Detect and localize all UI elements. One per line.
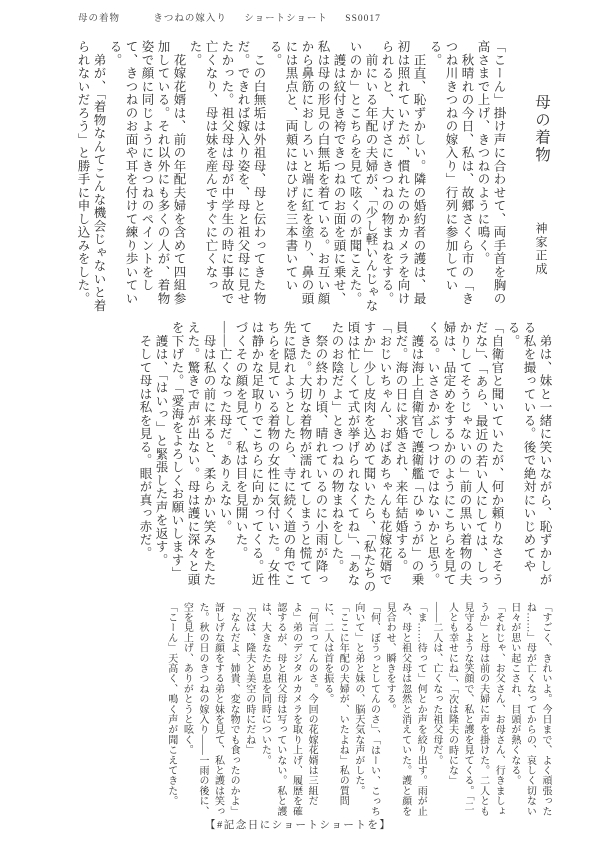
story-band-2 [55, 321, 553, 593]
story-paragraph: この白無垢は外祖母、母と伝わってきた物だ。できれば嫁入り姿を、母と祖父母に見せたかった。祖父母は母が中学生の時に事故で亡くなり、母は妹を産んですぐに亡くなった。 [188, 40, 266, 305]
story-paragraph: 「すごく、きれいよ。今日まで、よく頑張ったね……」母が亡くなってからの、哀しく切ない日々が思い起こされ、目頭が熱くなる。 [508, 602, 551, 817]
story-title: 母の着物 [533, 94, 550, 164]
story-paragraph: 「自衛官と聞いていたが、何か頼りなさそうだな」、「あら、最近の若い人にしては、しっかりしてそうじゃないの」前の黒い着物の夫婦は、品定めをするかのようにこちらを見てくる。いささかぶしつけではないかと思う。 [426, 321, 504, 587]
story-paragraph: 「何言ってんのさ。今回の花嫁花婿は三組だよ」弟のデジタルカメラを取り上げ、履歴を確認するが、母と祖父母は写っていない。私と護は、大きなため息を同時についた。 [259, 602, 318, 817]
title-column [529, 40, 553, 312]
story-paragraph: 「何、ぼうっとしてんのさ」、「はーい、こっち向いて」と弟と妹の、脳天気な声がした。 [352, 602, 380, 817]
story-paragraph: 「次は、隆夫と美空の時にだね」 [243, 602, 255, 755]
header-genre: ショートショート [244, 14, 328, 24]
story-paragraph: 「こーん」天高く、鳴く声が聞こえてきた。 [165, 602, 177, 806]
story-paragraph: 「ここに年配の夫婦が、いたよね」私の質問に、二人は首を振る。 [321, 602, 349, 806]
story-paragraph: 「こーん」掛け声に合わせて、両手首を胸の高さまで上げ、きつねのように鳴く。 [476, 40, 506, 305]
title-author-gap [541, 164, 542, 222]
story-paragraph: 正直、恥ずかしい。隣の婚約者の護は、最初は照れていたが、慣れたのかカメラを向けられると、大げさにきつねの物まねをする。 [380, 40, 426, 305]
story-paragraph: 秋晴れの今日、私は、故郷さくら市の「きつね川きつねの嫁入り」行列に参加している。 [428, 40, 474, 305]
story-band-3 [55, 602, 553, 817]
story-band-1 [55, 40, 553, 312]
story-paragraph: 花嫁花婿は、前の年配夫婦を含めて四組参加している。それ以外にも多くの人が、着物姿で顔に同じようにきつねのペイントをして、きつねのお面や耳を付けて練り歩いている。 [108, 40, 186, 305]
story-paragraph: そして母は私を見る。眼が真っ赤だ。 [138, 321, 152, 560]
story-paragraph: ――亡くなった母だ。ありえない。 [218, 321, 232, 533]
story-paragraph: 「ま……待って」何とか声を絞り出す。雨が止み、母と祖父母は忽然と消えていた。護と顔を見合わせ、瞬きをする。 [384, 602, 427, 817]
story-paragraph: 弟は、妹と一緒に笑いながら、恥ずかしがる私を撮っている。後で絶対にいじめてやる。 [506, 321, 552, 586]
story-author: 神家正成 [534, 222, 548, 276]
footer-hashtag: 【#記念日にショートショートを】 [205, 820, 392, 831]
story-paragraph: 前にいる年配の夫婦が、「少し軽いんじゃないのか」とこちらを見て呟くのが聞こえた。 [348, 40, 378, 312]
story-paragraph: 護は、「はいっ」と緊張した声を返す。 [154, 321, 168, 567]
story-paragraph: 「なんだよ、姉貴、変な物でも食ったのかよ」訝しげな顔をする弟と妹を見て、私と護は笑った。秋の日のきつねの嫁入り――一雨の後に、空を見上げ、ありがとうと呟く。 [181, 602, 240, 817]
story-paragraph: 「それじゃ、お父さん、お母さん、行きましょうか」と母は前の夫婦に声を掛けた。二人とも見守るような笑顔で、私と護を見てくる。「二人とも幸せにね」、「次は隆夫の時にな」 [446, 602, 505, 817]
document-header [78, 10, 395, 24]
story-paragraph: 祭の終わり頃、晴れているのに小雨が降ってきた。大切な着物が濡れてしまうと慌てて先に隠れようとしたら、寺に続く道の角でこちらを見ている着物の女性に気付いた。女性は静かな足取りでこちらに向かってくる。近づくその顔を見て、私は目を見開いた。 [234, 321, 328, 586]
story-paragraph: 母は私の前に来ると、柔らかい笑みをたたえた。驚きで声が出ない。母は護に深々と頭を下げた。「愛海をよろしくお願いします」 [170, 321, 216, 586]
header-code: SS0017 [345, 14, 381, 24]
story-paragraph: 弟が、「着物なんてこんな機会じゃないと着られないだろう」と勝手に申し込みをした。 [76, 40, 106, 312]
story-paragraph: 護は紋付き袴できつねのお面を頭に乗せ、私は母の形見の白無垢を着ている。お互い顔から鼻筋におしろいと端に紅を塗り、鼻の頭には黒点と、両頬にはひげを三本書いている。 [268, 40, 346, 305]
header-series-title: きつねの嫁入り [153, 14, 227, 24]
story-paragraph: 護は海上自衛官で護衛艦「ひゅうが」の乗員だ。海の日に求婚され、来年結婚する。 [394, 321, 424, 586]
story-paragraph: ――二人は、亡くなった祖父母だ。 [430, 602, 442, 766]
story-paragraph: 「おじいちゃん、おばあちゃんも花嫁花婿ですか」少し皮肉を込めて聞いたら、「私たちの頃は忙しくて式が挙げられなくてね」、「あなたのお陰だよ」ときつねの物まねをした。 [330, 321, 392, 593]
header-story-title: 母の着物 [78, 14, 121, 24]
